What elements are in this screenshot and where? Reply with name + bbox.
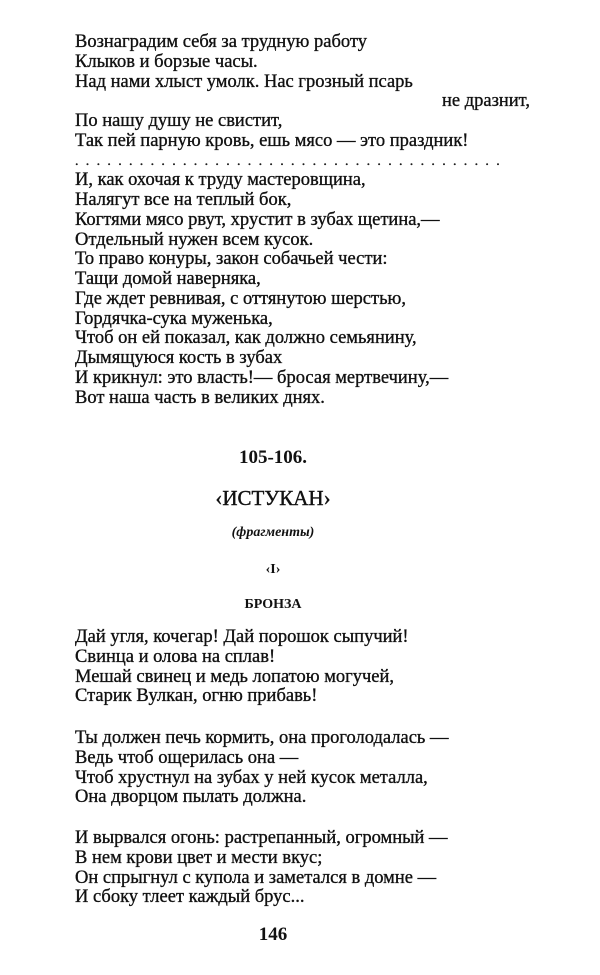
poem-subtitle: (фрагменты) <box>231 525 315 540</box>
verse-line: Старик Вулкан, огню прибавь! <box>75 686 318 707</box>
verse-line: Вознаградим себя за трудную работу <box>75 32 367 52</box>
stanza <box>75 829 535 908</box>
verse-line: Ведь чтоб ощерилась она — <box>75 747 299 768</box>
verse-line: Клыков и борзые часы. <box>75 51 258 72</box>
verse-line: Над нами хлыст умолк. Нас грозный псарь <box>75 71 413 92</box>
part-title: БРОНЗА <box>244 597 302 612</box>
verse-line: То право конуры, закон собачьей чести: <box>75 249 388 270</box>
verse-line: Ты должен печь кормить, она проголодалась — <box>75 728 449 748</box>
omission-dots: . . . . . . . . . . . . . . . . . . . . . . . . . . . . . . . . . . . . . . . . <box>75 153 502 169</box>
verse-line: Чтоб хрустнул на зубах у ней кусок металла, <box>75 767 428 788</box>
verse-line: Дымящуюся кость в зубах <box>75 348 283 368</box>
verse-line: Где ждет ревнивая, с оттянутою шерстью, <box>75 288 406 309</box>
poem-title: ‹ИСТУКАН› <box>215 486 331 510</box>
verse-line: И крикнул: это власть!— бросая мертвечину,— <box>75 367 449 388</box>
verse-line: Так пей парную кровь, ешь мясо — это праздник! <box>75 130 469 151</box>
verse-line: И, как охочая к труду мастеровщина, <box>75 170 366 191</box>
poem-number: 105-106. <box>238 447 308 468</box>
verse-line: Свинца и олова на сплав! <box>75 646 276 667</box>
stanza <box>75 628 535 707</box>
part-number: ‹I› <box>265 562 281 577</box>
verse-line: Она дворцом пылать должна. <box>75 787 307 808</box>
verse-line: По нашу душу не свистит, <box>75 111 283 131</box>
verse-line: Мешай свинец и медь лопатою могучей, <box>75 666 395 687</box>
verse-line-continuation: не дразнит, <box>441 91 530 112</box>
verse-line: Гордячка-сука муженька, <box>75 308 273 329</box>
verse-line: И сбоку тлеет каждый брус... <box>75 887 305 908</box>
page-number: 146 <box>258 924 288 945</box>
verse-line: Вот наша часть в великих днях. <box>75 387 325 408</box>
verse-line: Чтоб он ей показал, как должно семьянину, <box>75 328 417 349</box>
verse-line: Отдельный нужен всем кусок. <box>75 229 314 250</box>
verse-line: Когтями мясо рвут, хрустит в зубах щетина,— <box>75 209 440 230</box>
verse-line: Налягут все на теплый бок, <box>75 190 292 210</box>
verse-line: Тащи домой наверняка, <box>75 269 261 289</box>
verse-line: И вырвался огонь: растрепанный, огромный — <box>75 828 448 848</box>
verse-line: Дай угля, кочегар! Дай порошок сыпучий! <box>75 627 409 647</box>
poem-fragment-top <box>75 33 535 408</box>
verse-line: В нем крови цвет и мести вкус; <box>75 847 323 868</box>
verse-line: Он спрыгнул с купола и заметался в домне — <box>75 867 437 888</box>
stanza <box>75 729 535 808</box>
